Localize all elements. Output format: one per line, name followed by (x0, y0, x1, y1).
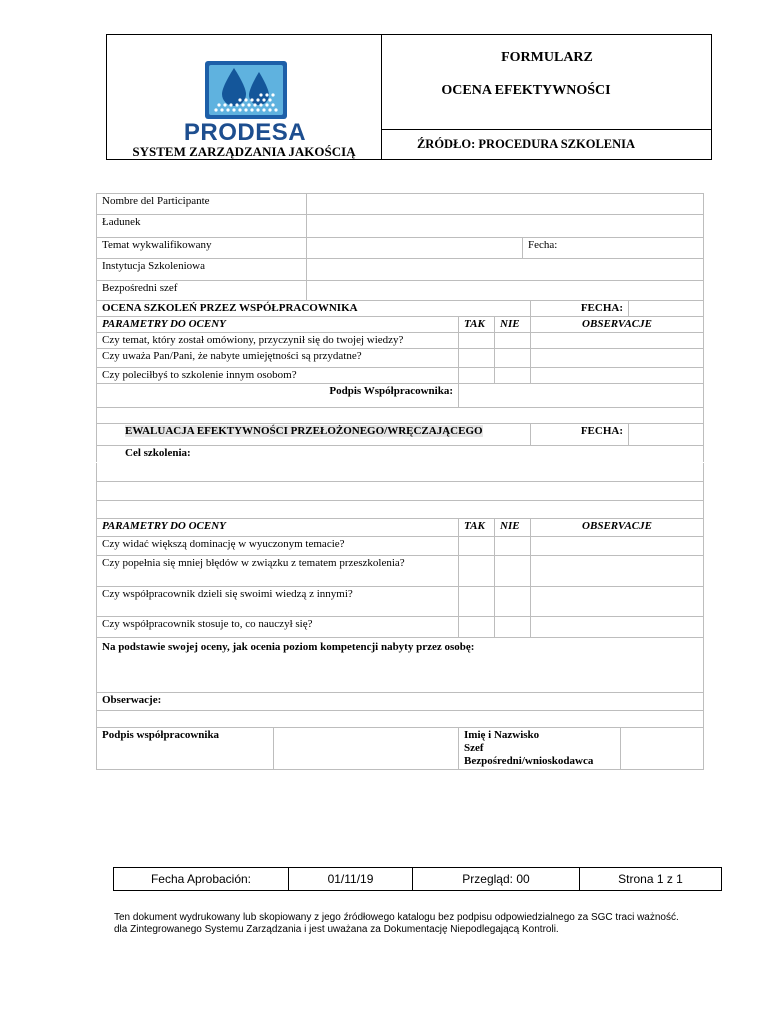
section2-objective-row (97, 446, 704, 463)
form-title: FORMULARZ (501, 50, 593, 65)
section1-q3-observ[interactable] (531, 368, 704, 384)
approval-footer-table (113, 867, 722, 891)
topic-label: Temat wykwalifikowany (97, 238, 307, 259)
section1-nie-header: NIE (495, 317, 531, 333)
ladunek-label: Ładunek (97, 215, 307, 238)
objective-line-row (97, 501, 704, 519)
system-name: SYSTEM ZARZĄDZANIA JAKOŚCIĄ (132, 144, 356, 159)
ladunek-row (97, 215, 704, 238)
section1-question-row (97, 349, 704, 368)
topic-row (97, 238, 704, 259)
section2-question-1: Czy widać większą dominację w wyuczonym temacie? (97, 537, 459, 556)
participant-row (97, 194, 704, 215)
topic-field[interactable] (307, 238, 523, 259)
section2-question-2: Czy popełnia się mniej błędów w związku z tematem przeszkolenia? (97, 556, 459, 587)
participant-field[interactable] (307, 194, 704, 215)
institution-row (97, 259, 704, 281)
section1-question-1: Czy temat, który został omówiony, przyczynił się do twojej wiedzy? (97, 333, 459, 349)
section1-question-row (97, 333, 704, 349)
institution-field[interactable] (307, 259, 704, 281)
section2-q1-nie[interactable] (495, 537, 531, 556)
institution-label: Instytucja Szkoleniowa (97, 259, 307, 281)
section2-title (97, 424, 531, 446)
section1-question-3: Czy poleciłbyś to szkolenie innym osobom? (97, 368, 459, 384)
section2-q4-observ[interactable] (531, 617, 704, 638)
name-label (459, 728, 621, 770)
section2-q2-tak[interactable] (459, 556, 495, 587)
topic-fecha-label: Fecha: (523, 238, 704, 259)
section1-q1-tak[interactable] (459, 333, 495, 349)
objective-field[interactable] (97, 482, 704, 501)
supervisor-field[interactable] (307, 281, 704, 301)
observations-label: Obserwacje: (97, 693, 704, 711)
section2-question-row (97, 587, 704, 617)
observations-row (97, 693, 704, 711)
section2-question-row (97, 617, 704, 638)
section1-signature-row (97, 384, 704, 408)
objective-line-row (97, 482, 704, 501)
supervisor-label: Bezpośredni szef (97, 281, 307, 301)
section2-question-3: Czy współpracownik dzieli się swoimi wiedzą z innymi? (97, 587, 459, 617)
section2-fecha-field[interactable] (629, 424, 704, 446)
name-label-line1: Imię i Nazwisko (464, 729, 540, 741)
final-signature-field[interactable] (274, 728, 459, 770)
name-field[interactable] (621, 728, 704, 770)
final-signature-label: Podpis współpracownika (97, 728, 274, 770)
section2-title-text: EWALUACJA EFEKTYWNOŚCI PRZEŁOŻONEGO/WRĘCZAJĄCEGO (125, 425, 483, 437)
section1-question-2: Czy uważa Pan/Pani, że nabyte umiejętności są przydatne? (97, 349, 459, 368)
section1-q2-tak[interactable] (459, 349, 495, 368)
section1-fecha-field[interactable] (629, 301, 704, 317)
section2-q4-nie[interactable] (495, 617, 531, 638)
objective-line-row (97, 463, 704, 482)
section2-q2-observ[interactable] (531, 556, 704, 587)
section1-tak-header: TAK (459, 317, 495, 333)
section1-header-row (97, 301, 704, 317)
section2-fecha-label: FECHA: (531, 424, 629, 446)
supervisor-row (97, 281, 704, 301)
section1-signature-field[interactable] (459, 384, 704, 408)
approval-label: Fecha Aprobación: (114, 868, 289, 891)
section1-title: OCENA SZKOLEŃ PRZEZ WSPÓŁPRACOWNIKA (97, 301, 531, 317)
section1-q1-observ[interactable] (531, 333, 704, 349)
section2-question-row (97, 556, 704, 587)
form-subtitle: OCENA EFEKTYWNOŚCI (441, 83, 611, 98)
disclaimer-line-2: dla Zintegrowanego Systemu Zarządzania i jest uważana za Dokumentację Niepodlegającą Kontroli. (114, 924, 559, 935)
section2-params-header: PARAMETRY DO OCENY (97, 519, 459, 537)
section1-q3-tak[interactable] (459, 368, 495, 384)
section2-header-row (97, 424, 704, 446)
section1-q1-nie[interactable] (495, 333, 531, 349)
section1-params-row (97, 317, 704, 333)
name-label-line3: Bezpośredni/wnioskodawca (464, 755, 594, 767)
section2-q1-tak[interactable] (459, 537, 495, 556)
section2-q2-nie[interactable] (495, 556, 531, 587)
approval-date: 01/11/19 (289, 868, 413, 891)
disclaimer-line-1: Ten dokument wydrukowany lub skopiowany z jego źródłowego katalogu bez podpisu odpowiedzialnego za SGC traci ważność. (114, 912, 679, 923)
section2-q3-observ[interactable] (531, 587, 704, 617)
brand-name: PRODESA (183, 119, 307, 146)
evaluation-form-table (96, 193, 704, 770)
section1-q2-observ[interactable] (531, 349, 704, 368)
source-label: ŹRÓDŁO: PROCEDURA SZKOLENIA (416, 137, 636, 151)
section2-q3-nie[interactable] (495, 587, 531, 617)
ladunek-field[interactable] (307, 215, 704, 238)
section2-q1-observ[interactable] (531, 537, 704, 556)
observations-field[interactable] (97, 711, 704, 728)
section2-objective-label: Cel szkolenia: (97, 446, 704, 463)
observations-field-row (97, 711, 704, 728)
prodesa-logo-icon (204, 60, 288, 120)
section1-signature-label: Podpis Współpracownika: (97, 384, 459, 408)
final-signature-row (97, 728, 704, 770)
section2-q3-tak[interactable] (459, 587, 495, 617)
section1-q2-nie[interactable] (495, 349, 531, 368)
section2-question-row (97, 537, 704, 556)
participant-label: Nombre del Participante (97, 194, 307, 215)
section2-q4-tak[interactable] (459, 617, 495, 638)
section2-question-4: Czy współpracownik stosuje to, co nauczył się? (97, 617, 459, 638)
section2-observ-header: OBSERVACJE (531, 519, 704, 537)
header-divider-horizontal (381, 129, 712, 130)
spacer-row (97, 408, 704, 424)
objective-field[interactable] (97, 501, 704, 519)
section2-tak-header: TAK (459, 519, 495, 537)
objective-field[interactable] (97, 463, 704, 482)
review-number: Przegląd: 00 (413, 868, 580, 891)
name-label-line2: Szef (464, 742, 484, 754)
section2-params-row (97, 519, 704, 537)
competence-label: Na podstawie swojej oceny, jak ocenia poziom kompetencji nabyty przez osobę: (97, 638, 704, 693)
section1-observ-header: OBSERVACJE (531, 317, 704, 333)
section1-params-header: PARAMETRY DO OCENY (97, 317, 459, 333)
section1-q3-nie[interactable] (495, 368, 531, 384)
section2-nie-header: NIE (495, 519, 531, 537)
section1-fecha-label: FECHA: (531, 301, 629, 317)
section1-question-row (97, 368, 704, 384)
competence-row (97, 638, 704, 693)
disclaimer-note (114, 912, 754, 936)
page-number: Strona 1 z 1 (580, 868, 722, 891)
